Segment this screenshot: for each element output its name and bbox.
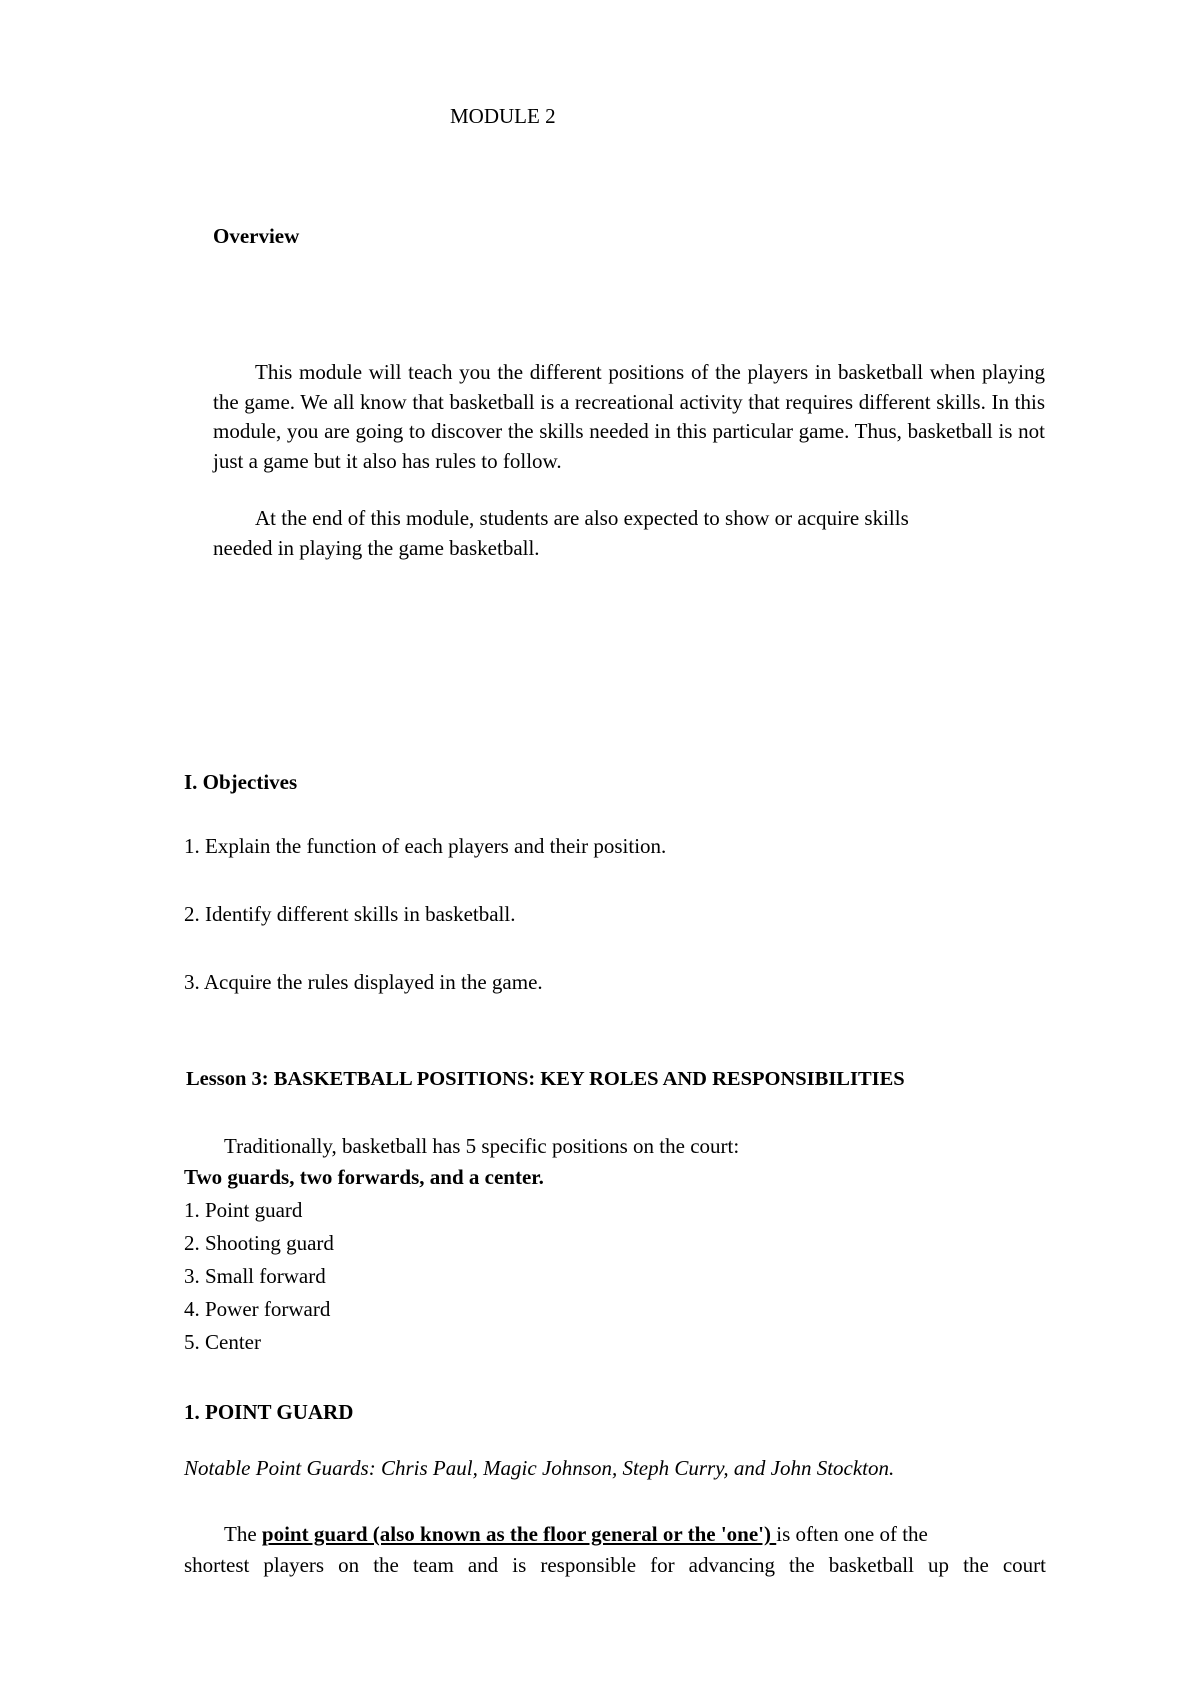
position-list-item: 2. Shooting guard bbox=[184, 1231, 334, 1255]
objectives-heading: I. Objectives bbox=[184, 770, 298, 794]
lesson-heading: Lesson 3: BASKETBALL POSITIONS: KEY ROLES AND RESPONSIBILITIES bbox=[186, 1068, 905, 1090]
overview-paragraph-1: This module will teach you the different positions of the players in basketball when playing the game. We all know that basketball is a recreational activity that requires different skills. In this module, you are going to discover the skills needed in this particular game. Thus, basketball is not just a game but it also has rules to follow. bbox=[213, 360, 1045, 473]
point-guard-paragraph-line-2: shortest players on the team and is responsible for advancing the basketball up the court bbox=[184, 1553, 1046, 1577]
position-list-item: 5. Center bbox=[184, 1330, 261, 1354]
overview-paragraph-2-line-2: needed in playing the game basketball. bbox=[213, 536, 540, 560]
notable-point-guards: Notable Point Guards: Chris Paul, Magic Johnson, Steph Curry, and John Stockton. bbox=[184, 1456, 895, 1480]
lesson-intro: Traditionally, basketball has 5 specific positions on the court: bbox=[224, 1134, 740, 1158]
module-title: MODULE 2 bbox=[450, 104, 556, 128]
point-guard-paragraph-line-1 bbox=[224, 1522, 1046, 1547]
overview-heading: Overview bbox=[213, 224, 300, 248]
objective-item: 1. Explain the function of each players and their position. bbox=[184, 834, 667, 858]
paragraph-suffix: is often one of the bbox=[776, 1522, 928, 1546]
point-guard-definition: point guard (also known as the floor general or the 'one') bbox=[261, 1522, 777, 1546]
position-list-item: 1. Point guard bbox=[184, 1198, 303, 1222]
point-guard-heading: 1. POINT GUARD bbox=[184, 1400, 354, 1424]
paragraph-prefix: The bbox=[224, 1522, 262, 1546]
position-list-item: 3. Small forward bbox=[184, 1264, 326, 1288]
position-list-item: 4. Power forward bbox=[184, 1297, 331, 1321]
objective-item: 2. Identify different skills in basketball. bbox=[184, 902, 516, 926]
lesson-bold-line: Two guards, two forwards, and a center. bbox=[184, 1165, 544, 1189]
objective-item: 3. Acquire the rules displayed in the game. bbox=[184, 970, 543, 994]
overview-paragraph-2-line-1: At the end of this module, students are also expected to show or acquire skills bbox=[255, 506, 909, 530]
